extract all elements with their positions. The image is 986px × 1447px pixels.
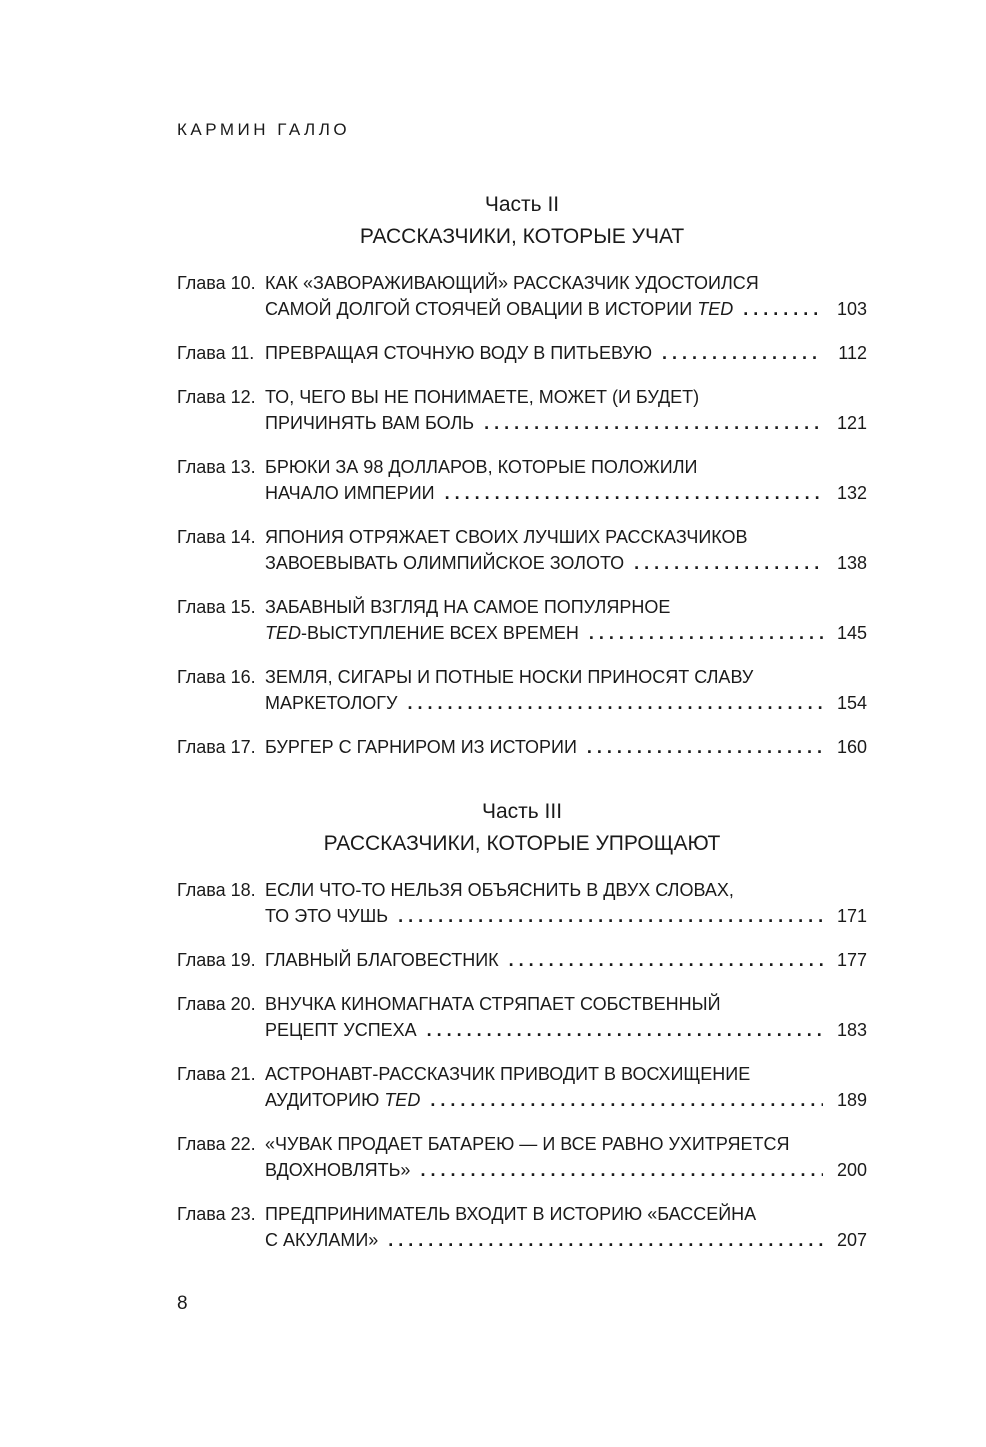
chapter-title <box>265 877 867 929</box>
chapter-title <box>265 1061 867 1113</box>
toc-entry <box>177 340 867 366</box>
chapter-label: Глава 18. <box>177 880 256 900</box>
part-title: РАССКАЗЧИКИ, КОТОРЫЕ УПРОЩАЮТ <box>323 832 721 855</box>
chapter-title-line: БРЮКИ ЗА 98 ДОЛЛАРОВ, КОТОРЫЕ ПОЛОЖИЛИ <box>265 457 698 477</box>
chapter-title-line: АУДИТОРИЮ <box>265 1090 380 1110</box>
toc-entry <box>177 1131 867 1183</box>
chapter-title-line: АСТРОНАВТ-РАССКАЗЧИК ПРИВОДИТ В ВОСХИЩЕНИЕ <box>265 1064 751 1084</box>
chapter-label: Глава 22. <box>177 1134 256 1154</box>
chapter-label: Глава 10. <box>177 273 256 293</box>
dot-leaders <box>420 1157 823 1183</box>
part-heading <box>177 800 867 856</box>
chapter-page-number: 132 <box>836 483 867 503</box>
chapter-title <box>265 454 867 506</box>
part-title: РАССКАЗЧИКИ, КОТОРЫЕ УЧАТ <box>359 225 685 248</box>
dot-leaders <box>589 620 823 646</box>
toc-entry <box>177 947 867 973</box>
dot-leaders <box>509 947 823 973</box>
chapter-title-line: ЗЕМЛЯ, СИГАРЫ И ПОТНЫЕ НОСКИ ПРИНОСЯТ СЛАВУ <box>265 667 754 687</box>
dot-leaders <box>743 296 823 322</box>
chapter-title-text <box>265 410 474 436</box>
toc-entry <box>177 594 867 646</box>
chapter-title-line: ПРЕДПРИНИМАТЕЛЬ ВХОДИТ В ИСТОРИЮ «БАССЕЙНА <box>265 1204 757 1224</box>
chapter-page-number: 200 <box>836 1160 867 1180</box>
chapter-title-text <box>265 903 388 929</box>
chapter-page-number: 189 <box>836 1090 867 1110</box>
dot-leaders <box>662 340 823 366</box>
chapter-label: Глава 14. <box>177 527 256 547</box>
chapter-title <box>265 270 867 322</box>
chapter-title-last-line <box>265 947 867 973</box>
chapter-title <box>265 664 867 716</box>
chapter-title-line: ТО, ЧЕГО ВЫ НЕ ПОНИМАЕТЕ, МОЖЕТ (И БУДЕТ) <box>265 387 700 407</box>
chapter-title-last-line <box>265 620 867 646</box>
chapter-title-text <box>265 296 733 322</box>
chapter-title-line: ВДОХНОВЛЯТЬ» <box>265 1160 411 1180</box>
dot-leaders <box>430 1087 823 1113</box>
part-label: Часть II <box>484 193 560 216</box>
chapter-page-number: 138 <box>836 553 867 573</box>
chapter-title-line: САМОЙ ДОЛГОЙ СТОЯЧЕЙ ОВАЦИИ В ИСТОРИИ <box>265 299 693 319</box>
chapter-title-text <box>265 1227 378 1253</box>
chapter-title-line: ПРИЧИНЯТЬ ВАМ БОЛЬ <box>265 413 475 433</box>
chapter-label: Глава 17. <box>177 737 256 757</box>
chapter-title-last-line <box>265 1087 867 1113</box>
dot-leaders <box>445 480 823 506</box>
dot-leaders <box>407 690 823 716</box>
toc-entry <box>177 454 867 506</box>
chapter-title-text <box>265 1017 417 1043</box>
chapter-label: Глава 16. <box>177 667 256 687</box>
toc-entry <box>177 1201 867 1253</box>
dot-leaders <box>634 550 823 576</box>
chapter-label: Глава 15. <box>177 597 256 617</box>
chapter-title-line: ВНУЧКА КИНОМАГНАТА СТРЯПАЕТ СОБСТВЕННЫЙ <box>265 994 721 1014</box>
chapter-title <box>265 947 867 973</box>
chapter-page-number: 121 <box>836 413 867 433</box>
chapter-title-line: МАРКЕТОЛОГУ <box>265 693 398 713</box>
chapter-label: Глава 21. <box>177 1064 256 1084</box>
dot-leaders <box>398 903 823 929</box>
chapter-title-line: ЗАВОЕВЫВАТЬ ОЛИМПИЙСКОЕ ЗОЛОТО <box>265 553 625 573</box>
chapter-title-line: КАК «ЗАВОРАЖИВАЮЩИЙ» РАССКАЗЧИК УДОСТОИЛСЯ <box>265 273 759 293</box>
toc-entry <box>177 664 867 716</box>
italic-ted: TED <box>384 1090 421 1110</box>
chapter-page-number: 177 <box>836 950 867 970</box>
chapter-title-last-line <box>265 410 867 436</box>
chapter-title-line: НАЧАЛО ИМПЕРИИ <box>265 483 435 503</box>
chapter-title <box>265 1201 867 1253</box>
italic-ted: TED <box>265 623 301 643</box>
chapter-page-number: 145 <box>836 623 867 643</box>
chapter-title-line: ТО ЭТО ЧУШЬ <box>265 906 389 926</box>
chapter-title-line: ЕСЛИ ЧТО-ТО НЕЛЬЗЯ ОБЪЯСНИТЬ В ДВУХ СЛОВАХ, <box>265 880 734 900</box>
chapter-title-last-line <box>265 1017 867 1043</box>
chapter-title-last-line <box>265 550 867 576</box>
chapter-title-text <box>265 734 577 760</box>
chapter-page-number: 183 <box>836 1020 867 1040</box>
chapter-label: Глава 12. <box>177 387 256 407</box>
italic-ted: TED <box>697 299 734 319</box>
toc-entry <box>177 734 867 760</box>
toc-entry <box>177 384 867 436</box>
chapter-label: Глава 23. <box>177 1204 256 1224</box>
chapter-title-text <box>265 480 435 506</box>
chapter-title-text <box>265 690 397 716</box>
part-heading <box>177 193 867 249</box>
chapter-title-line: -ВЫСТУПЛЕНИЕ ВСЕХ ВРЕМЕН <box>301 623 579 643</box>
chapter-title <box>265 384 867 436</box>
chapter-title-last-line <box>265 734 867 760</box>
dot-leaders <box>587 734 823 760</box>
chapter-title-line: БУРГЕР С ГАРНИРОМ ИЗ ИСТОРИИ <box>265 737 577 757</box>
chapter-label: Глава 20. <box>177 994 256 1014</box>
chapter-page-number: 171 <box>836 906 867 926</box>
chapter-label: Глава 19. <box>177 950 256 970</box>
dot-leaders <box>484 410 823 436</box>
chapter-title-text <box>265 1157 410 1183</box>
chapter-title-line: РЕЦЕПТ УСПЕХА <box>265 1020 417 1040</box>
toc-entry <box>177 991 867 1043</box>
page-number: 8 <box>177 1293 188 1314</box>
chapter-title-line: С АКУЛАМИ» <box>265 1230 379 1250</box>
chapter-title <box>265 340 867 366</box>
chapter-page-number: 154 <box>836 693 867 713</box>
chapter-title-line: ГЛАВНЫЙ БЛАГОВЕСТНИК <box>265 950 499 970</box>
chapter-title <box>265 1131 867 1183</box>
chapter-title-last-line <box>265 1157 867 1183</box>
chapter-title <box>265 734 867 760</box>
chapter-title <box>265 524 867 576</box>
chapter-title-line: «ЧУВАК ПРОДАЕТ БАТАРЕЮ — И ВСЕ РАВНО УХИТРЯЕТСЯ <box>265 1134 790 1154</box>
dot-leaders <box>427 1017 823 1043</box>
chapter-title-last-line <box>265 340 867 366</box>
chapter-title-last-line <box>265 690 867 716</box>
chapter-page-number: 112 <box>838 343 867 363</box>
chapter-title-line: ПРЕВРАЩАЯ СТОЧНУЮ ВОДУ В ПИТЬЕВУЮ <box>265 343 653 363</box>
chapter-page-number: 160 <box>836 737 867 757</box>
toc-entry <box>177 877 867 929</box>
chapter-title-last-line <box>265 1227 867 1253</box>
toc-entry <box>177 1061 867 1113</box>
chapter-label: Глава 11. <box>177 343 255 363</box>
chapter-title-line: ЗАБАВНЫЙ ВЗГЛЯД НА САМОЕ ПОПУЛЯРНОЕ <box>265 597 671 617</box>
part-label: Часть III <box>481 800 563 823</box>
chapter-title-last-line <box>265 480 867 506</box>
chapter-list <box>177 270 867 778</box>
chapter-title-last-line <box>265 903 867 929</box>
chapter-title-text <box>265 620 579 646</box>
dot-leaders <box>388 1227 823 1253</box>
chapter-title-line: ЯПОНИЯ ОТРЯЖАЕТ СВОИХ ЛУЧШИХ РАССКАЗЧИКОВ <box>265 527 748 547</box>
chapter-label: Глава 13. <box>177 457 256 477</box>
chapter-title-text <box>265 947 499 973</box>
chapter-page-number: 207 <box>836 1230 867 1250</box>
toc-entry <box>177 524 867 576</box>
chapter-title <box>265 594 867 646</box>
toc-entry <box>177 270 867 322</box>
chapter-title-text <box>265 340 652 366</box>
chapter-title-last-line <box>265 296 867 322</box>
chapter-list <box>177 877 867 1271</box>
running-head: КАРМИН ГАЛЛО <box>177 120 351 139</box>
chapter-title-text <box>265 1087 420 1113</box>
chapter-title <box>265 991 867 1043</box>
chapter-title-text <box>265 550 624 576</box>
chapter-page-number: 103 <box>836 299 867 319</box>
